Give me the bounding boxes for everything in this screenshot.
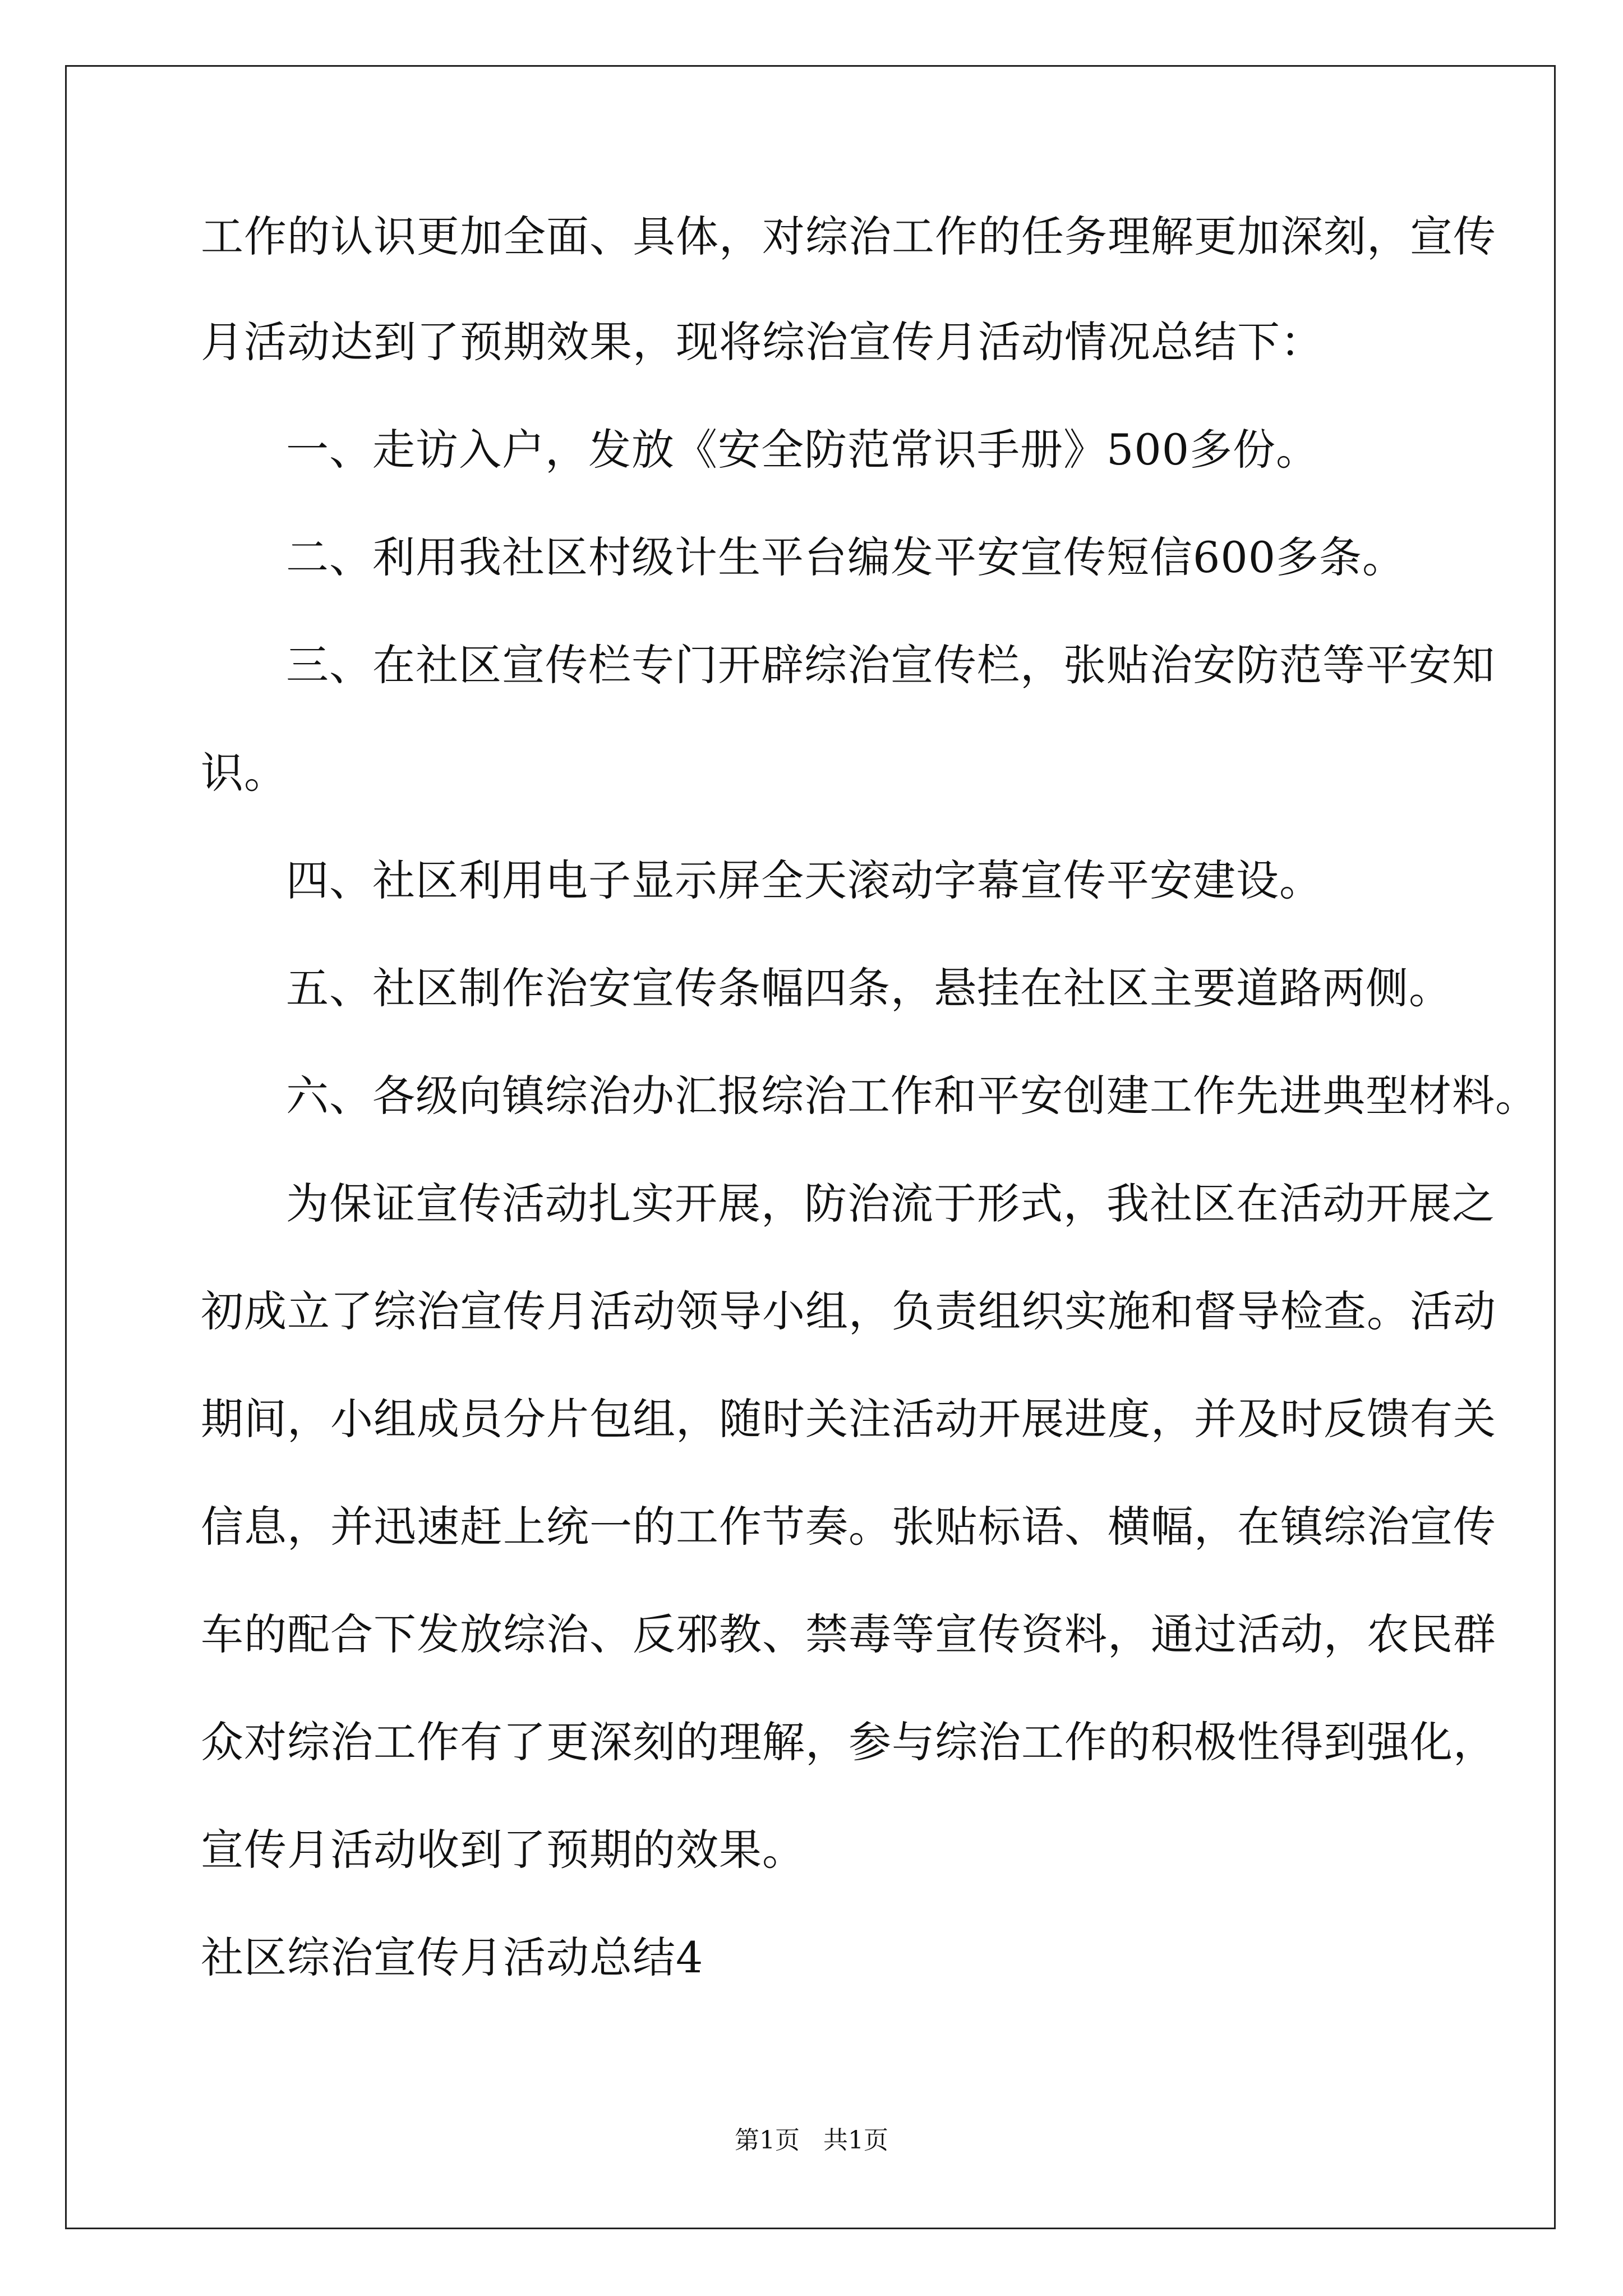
section-heading: 社区综治宣传月活动总结4 xyxy=(201,1932,704,1982)
list-item-5: 五、社区制作治安宣传条幅四条，悬挂在社区主要道路两侧。 xyxy=(286,963,1452,1013)
list-item-3: 三、在社区宣传栏专门开辟综治宣传栏，张贴治安防范等平安知 xyxy=(286,640,1495,690)
paragraph-line: 车的配合下发放综治、反邪教、禁毒等宣传资料，通过活动，农民群 xyxy=(201,1609,1496,1659)
paragraph-line: 月活动达到了预期效果，现将综治宣传月活动情况总结下： xyxy=(201,317,1324,367)
paragraph-line: 识。 xyxy=(201,748,287,798)
paragraph-line: 众对综治工作有了更深刻的理解，参与综治工作的积极性得到强化， xyxy=(201,1717,1496,1767)
list-item-4: 四、社区利用电子显示屏全天滚动字幕宣传平安建设。 xyxy=(286,855,1322,905)
list-item-2: 二、利用我社区村级计生平台编发平安宣传短信600多条。 xyxy=(286,532,1406,582)
list-item-6: 六、各级向镇综治办汇报综治工作和平安创建工作先进典型材料。 xyxy=(286,1071,1538,1121)
paragraph-line: 工作的认识更加全面、具体，对综治工作的任务理解更加深刻，宣传 xyxy=(201,211,1496,261)
paragraph-line: 为保证宣传活动扎实开展，防治流于形式，我社区在活动开展之 xyxy=(286,1179,1495,1228)
list-item-1: 一、走访入户，发放《安全防范常识手册》500多份。 xyxy=(286,425,1320,475)
paragraph-line: 信息，并迅速赶上统一的工作节奏。张贴标语、横幅，在镇综治宣传 xyxy=(201,1502,1496,1552)
page-number-footer: 第1页 共1页 xyxy=(735,2126,888,2155)
paragraph-line: 宣传月活动收到了预期的效果。 xyxy=(201,1825,805,1875)
paragraph-line: 期间，小组成员分片包组，随时关注活动开展进度，并及时反馈有关 xyxy=(201,1394,1496,1444)
page-border xyxy=(65,65,1556,2229)
paragraph-line: 初成立了综治宣传月活动领导小组，负责组织实施和督导检查。活动 xyxy=(201,1286,1496,1336)
